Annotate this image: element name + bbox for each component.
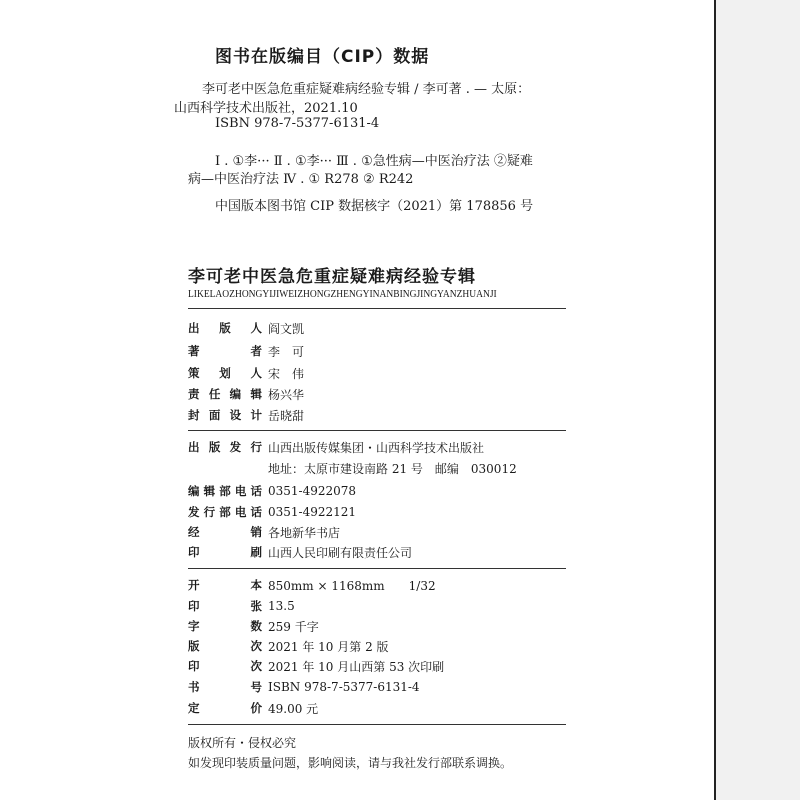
credit-row: 责任编辑 杨兴华 (188, 387, 305, 402)
spec-row: 字数 259 千字 (188, 619, 319, 634)
divider-rule (188, 568, 566, 569)
publishing-row: 出版发行 山西出版传媒集团・山西科学技术出版社 (188, 440, 485, 455)
cip-number: 中国版本图书馆 CIP 数据核字（2021）第 178856 号 (215, 199, 534, 214)
publishing-row: 地址：太原市建设南路 21 号 邮编 030012 (268, 461, 517, 476)
spec-row: 印次 2021 年 10 月山西第 53 次印刷 (188, 659, 445, 674)
replacement-notice: 如发现印装质量问题，影响阅读，请与我社发行部联系调换。 (188, 756, 513, 770)
divider-rule (188, 724, 566, 725)
cip-entry-line1: 李可老中医急危重症疑难病经验专辑 / 李可著 . — 太原： (202, 82, 531, 97)
cip-entry-line2: 山西科学技术出版社，2021.10 (174, 101, 358, 116)
credit-row: 著者 李 可 (188, 344, 305, 359)
publishing-row: 发行部电话 0351-4922121 (188, 505, 357, 519)
publishing-row: 编辑部电话 0351-4922078 (188, 484, 357, 498)
credit-row: 封面设计 岳晓甜 (188, 408, 305, 423)
divider-rule (188, 308, 566, 309)
spec-row: 版次 2021 年 10 月第 2 版 (188, 639, 389, 654)
divider-rule (188, 430, 566, 431)
book-title: 李可老中医急危重症疑难病经验专辑 (188, 267, 476, 287)
rights-notice: 版权所有・侵权必究 (188, 736, 297, 750)
credit-row: 出版人 阎文凯 (188, 321, 305, 336)
cip-subject-line2: 病—中医治疗法 Ⅳ . ① R278 ② R242 (188, 172, 414, 187)
spec-row: 定价 49.00 元 (188, 701, 319, 716)
spec-row: 书号 ISBN 978-7-5377-6131-4 (188, 680, 420, 694)
credit-row: 策划人 宋 伟 (188, 366, 305, 381)
cip-isbn-line: ISBN 978-7-5377-6131-4 (215, 116, 380, 131)
spec-row: 开本 850mm × 1168mm 1/32 (188, 578, 436, 593)
publishing-row: 印刷 山西人民印刷有限责任公司 (188, 545, 413, 560)
publishing-row: 经销 各地新华书店 (188, 525, 341, 540)
book-pinyin: LIKELAOZHONGYIJIWEIZHONGZHENGYINANBINGJINGYANZHUANJI (188, 289, 497, 300)
cip-subject-line1: Ⅰ . ①李··· Ⅱ . ①李··· Ⅲ . ①急性病—中医治疗法 ②疑难 (215, 154, 533, 169)
spec-row: 印张 13.5 (188, 599, 295, 613)
page-edge-line (714, 0, 716, 800)
page-gutter-shadow (716, 0, 800, 800)
cip-heading: 图书在版编目（CIP）数据 (215, 47, 430, 67)
